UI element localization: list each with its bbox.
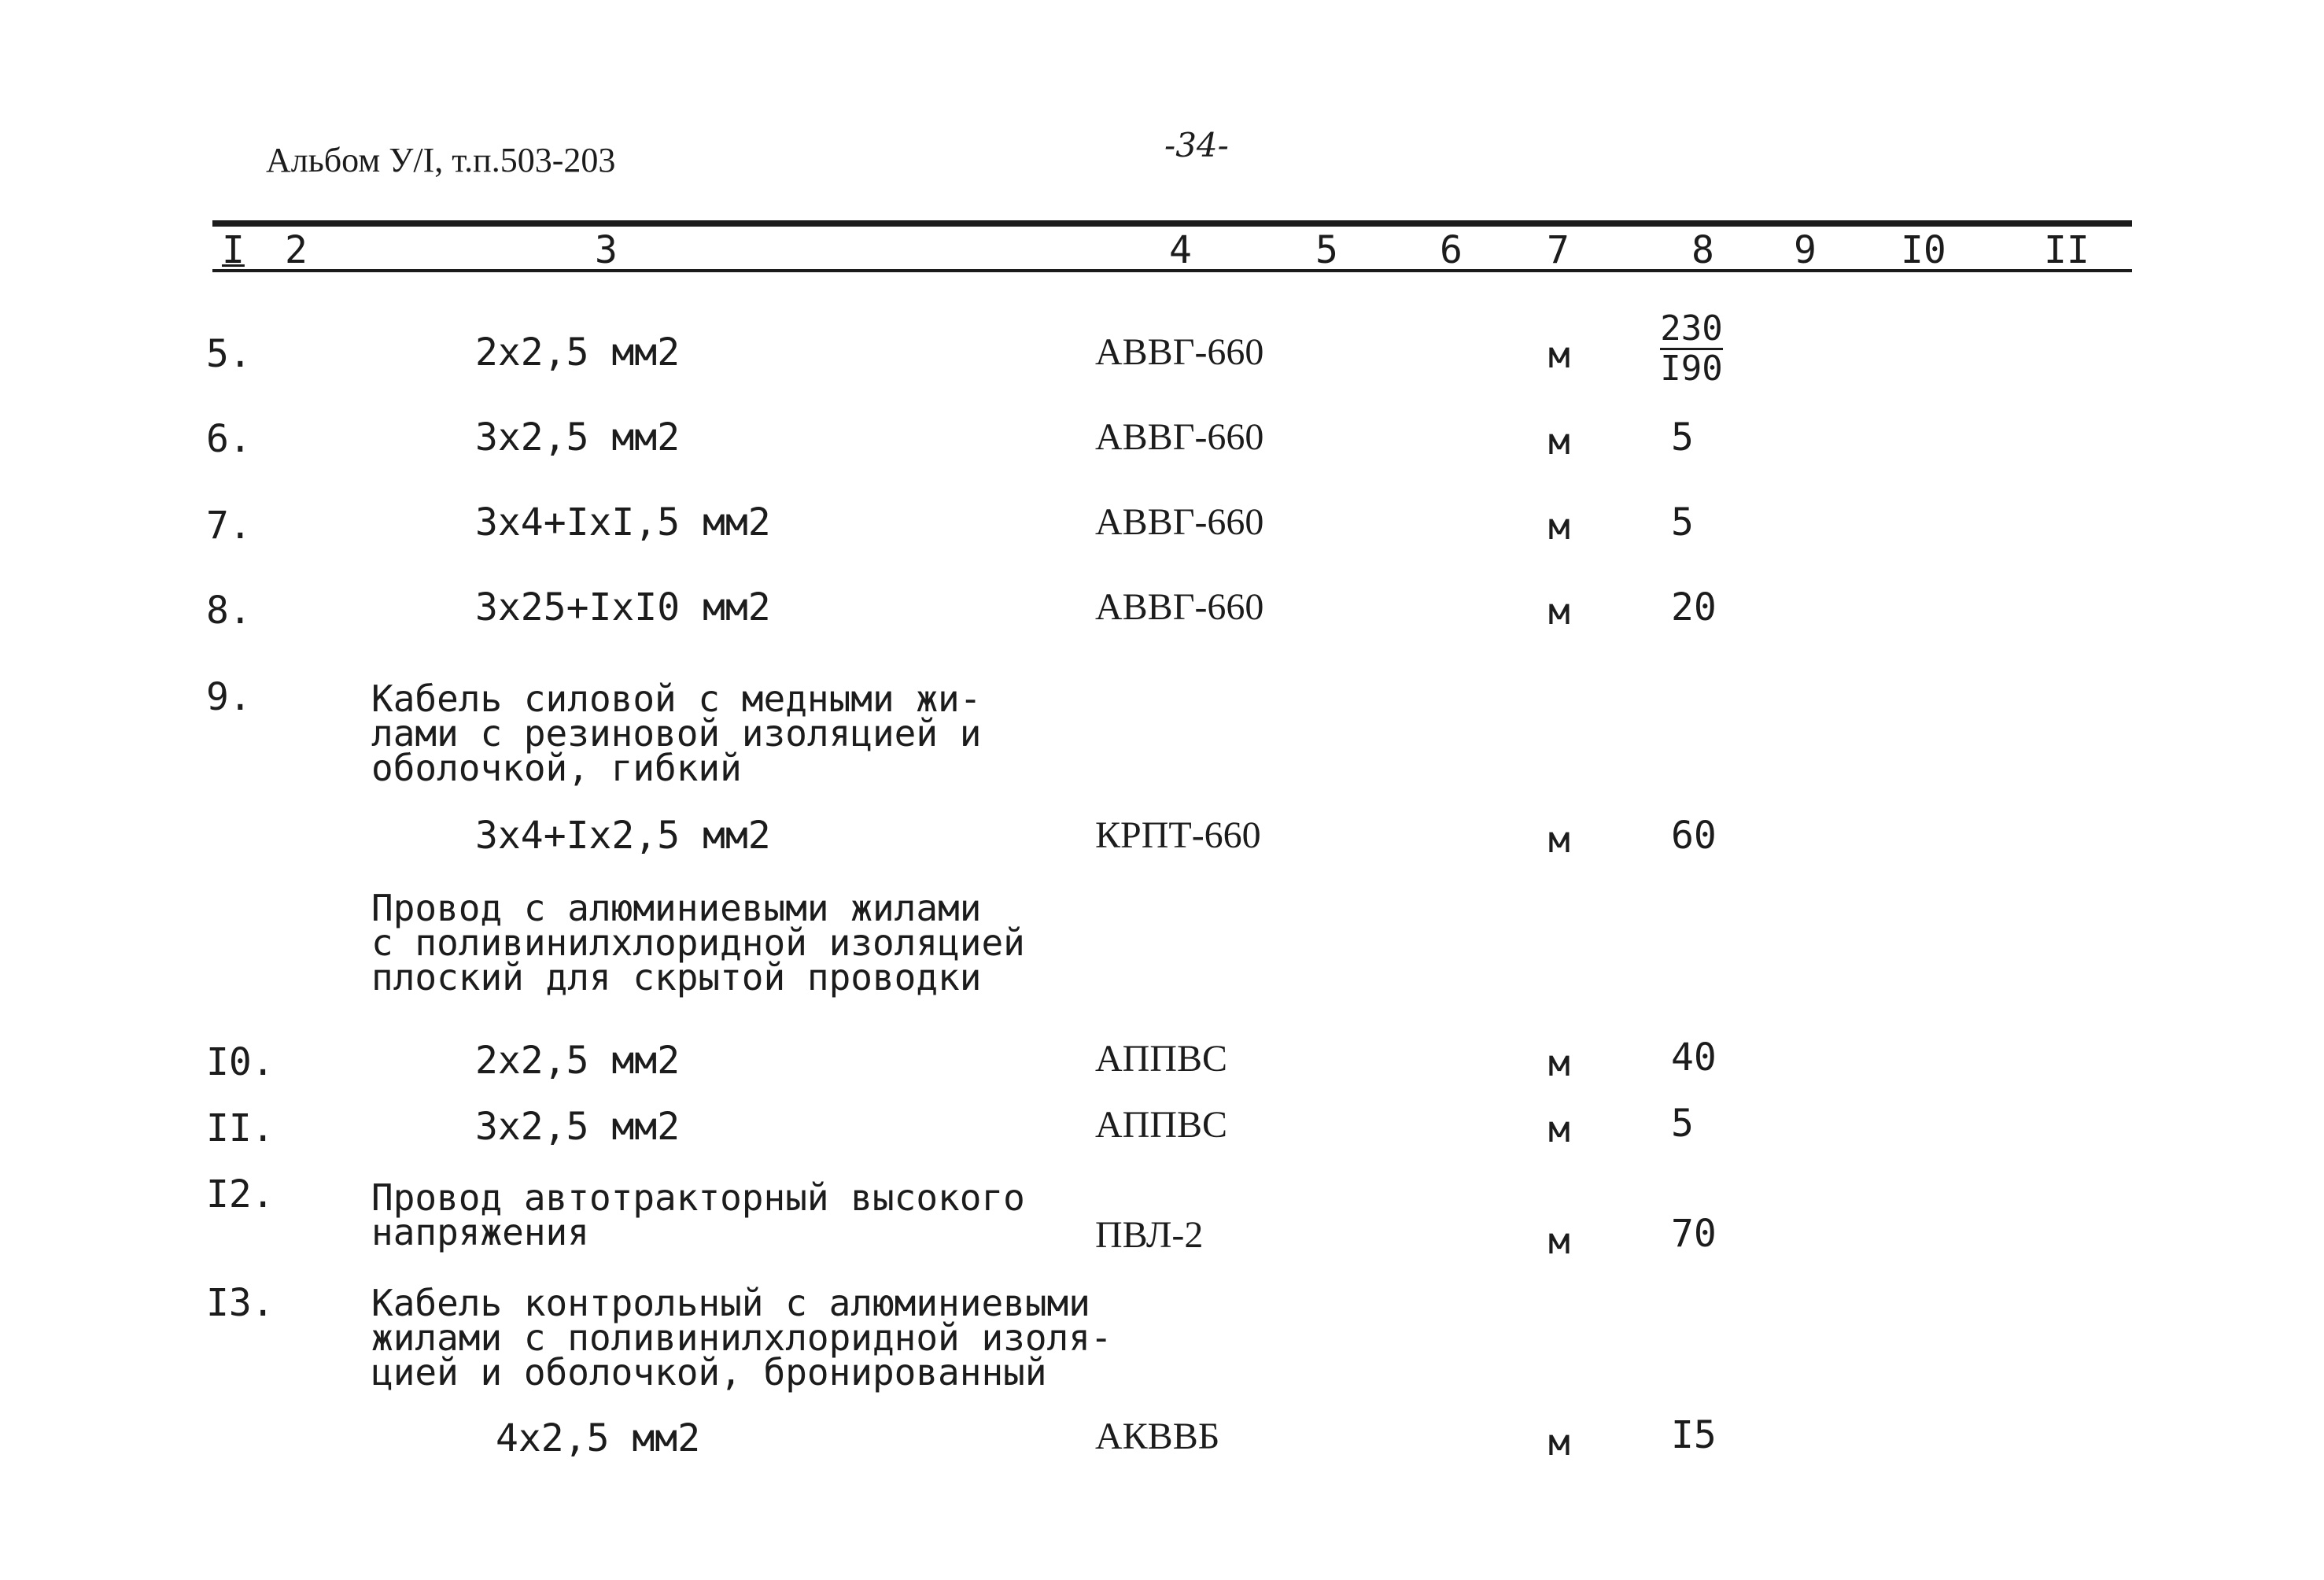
album-title: Альбом У/I, т.п.503-203	[266, 141, 616, 179]
unit: м	[1548, 818, 1570, 861]
quantity-bottom: I90	[1660, 349, 1723, 389]
cable-size: 2х2,5 мм2	[475, 1039, 681, 1083]
row-number: 9.	[206, 675, 252, 719]
column-header-6: 6	[1440, 228, 1463, 272]
section-description: Провод с алюминиевыми жилами с поливинилхлоридной изоляцией плоский для скрытой проводки	[371, 887, 1025, 999]
cable-size: 3х4+Iх2,5 мм2	[475, 814, 771, 858]
cable-size: 3х25+IхI0 мм2	[475, 585, 771, 629]
cable-mark: АППВС	[1095, 1038, 1228, 1080]
row-number: 5.	[206, 332, 252, 376]
quantity: 60	[1671, 814, 1717, 858]
quantity: 40	[1671, 1035, 1717, 1080]
column-header-7: 7	[1547, 228, 1570, 272]
row-number: I2.	[206, 1172, 275, 1216]
quantity: 5	[1671, 500, 1694, 545]
cable-mark: АВВГ-660	[1095, 416, 1264, 458]
item-description: Кабель контрольный с алюминиевыми жилами с поливинилхлоридной изоля- цией и оболочкой, бронированный	[371, 1282, 1112, 1394]
column-header-11: II	[2044, 228, 2090, 272]
quantity: 20	[1671, 585, 1717, 629]
quantity: 70	[1671, 1212, 1717, 1256]
unit: м	[1548, 1220, 1570, 1262]
unit: м	[1548, 334, 1570, 376]
item-description: Кабель силовой с медными жи- лами с резиновой изоляцией и оболочкой, гибкий	[371, 677, 982, 789]
column-header-3: 3	[595, 228, 618, 272]
row-number: I3.	[206, 1281, 275, 1325]
unit: м	[1548, 1421, 1570, 1464]
unit: м	[1548, 1042, 1570, 1084]
cable-mark: АППВС	[1095, 1104, 1228, 1146]
column-header-9: 9	[1794, 228, 1817, 272]
cable-mark: ПВЛ-2	[1095, 1214, 1204, 1256]
column-header-4: 4	[1169, 228, 1192, 272]
column-header-2: 2	[285, 228, 308, 272]
column-header-10: I0	[1901, 228, 1946, 272]
quantity-top: 230	[1660, 308, 1723, 349]
page-number: -34-	[1164, 126, 1229, 164]
row-number: I0.	[206, 1040, 275, 1084]
column-header-1: I	[222, 228, 245, 272]
header-rule-top	[212, 220, 2132, 227]
cable-size: 3х2,5 мм2	[475, 415, 681, 460]
quantity: 5	[1671, 415, 1694, 460]
item-description: Провод автотракторный высокого напряжения	[371, 1176, 1025, 1253]
quantity: I5	[1671, 1413, 1717, 1457]
row-number: II.	[206, 1106, 275, 1150]
cable-mark: АВВГ-660	[1095, 331, 1264, 373]
cable-size: 3х4+IхI,5 мм2	[475, 500, 771, 545]
column-header-5: 5	[1315, 228, 1338, 272]
row-number: 7.	[206, 504, 252, 548]
cable-size: 4х2,5 мм2	[496, 1416, 701, 1460]
quantity: 5	[1671, 1102, 1694, 1146]
unit: м	[1548, 420, 1570, 463]
cable-size: 3х2,5 мм2	[475, 1105, 681, 1149]
row-number: 6.	[206, 417, 252, 461]
unit: м	[1548, 505, 1570, 548]
cable-mark: КРПТ-660	[1095, 814, 1261, 856]
column-header-8: 8	[1691, 228, 1714, 272]
unit: м	[1548, 1108, 1570, 1150]
cable-mark: АКВВБ	[1095, 1416, 1220, 1457]
quantity-fraction	[1660, 308, 1723, 389]
cable-size: 2х2,5 мм2	[475, 330, 681, 375]
cable-mark: АВВГ-660	[1095, 586, 1264, 628]
row-number: 8.	[206, 589, 252, 633]
unit: м	[1548, 590, 1570, 633]
cable-mark: АВВГ-660	[1095, 501, 1264, 543]
